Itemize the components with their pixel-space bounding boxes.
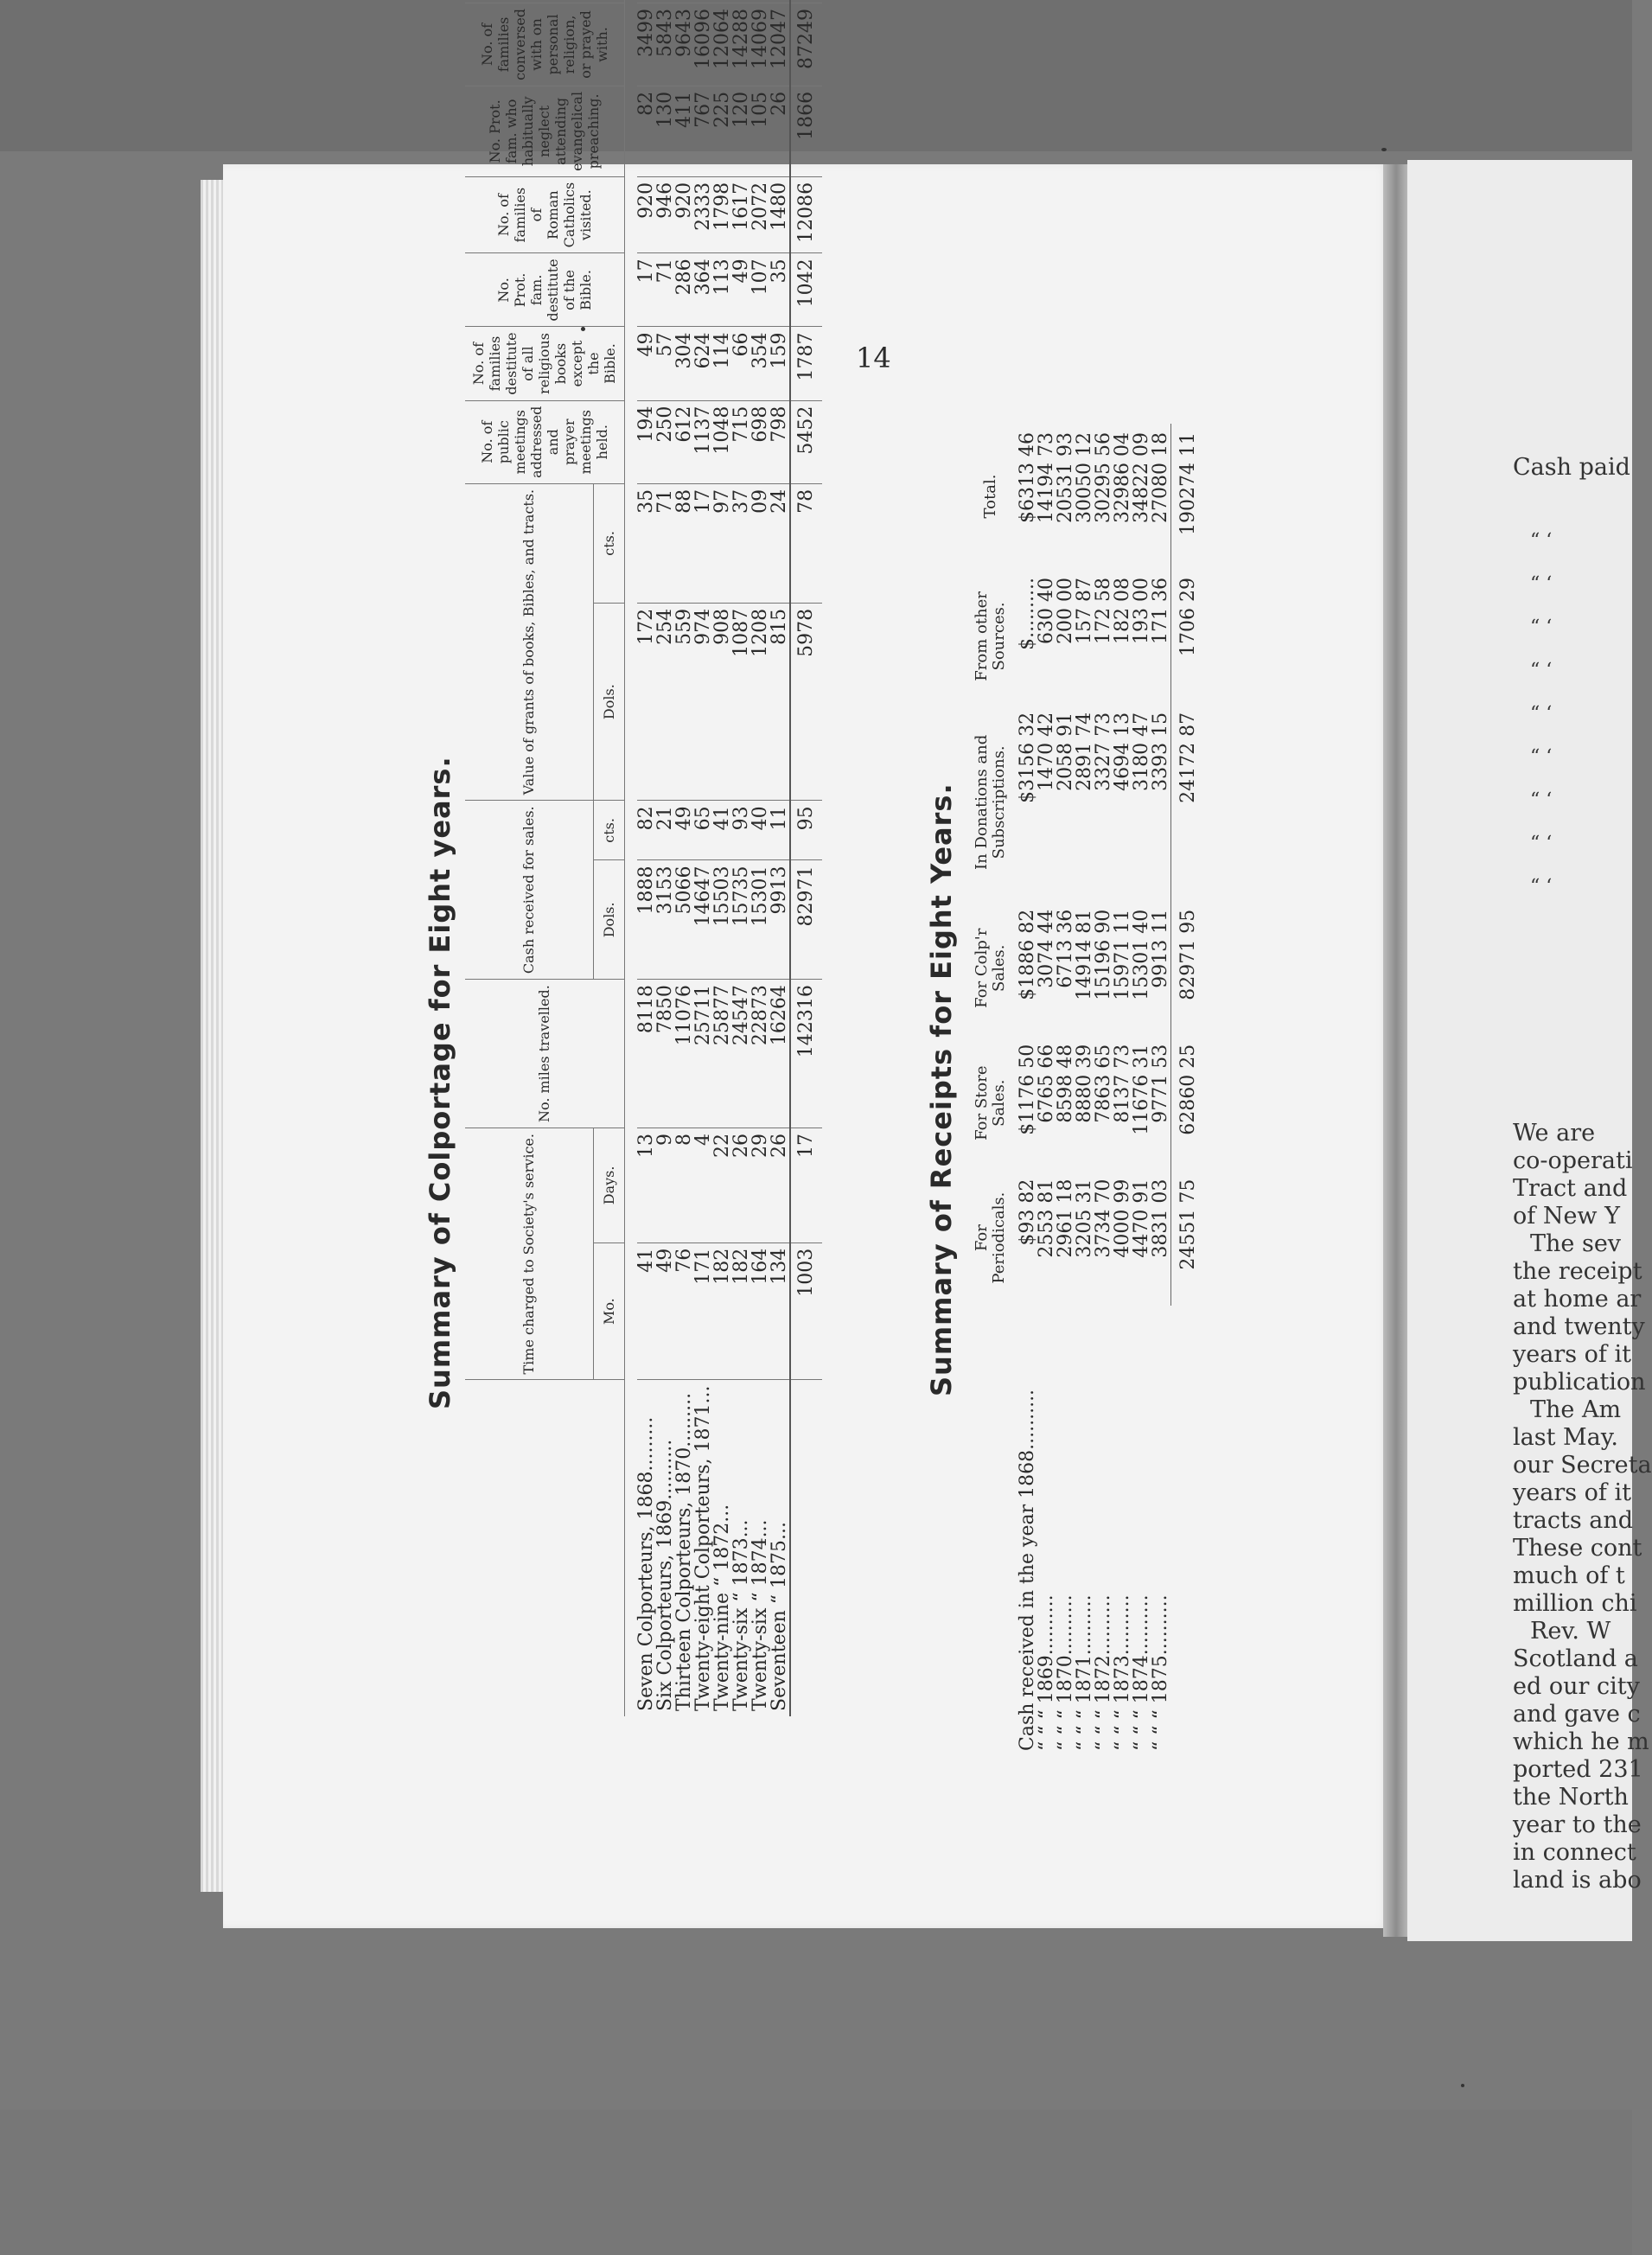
total-label (1171, 1306, 1207, 1760)
colp-header-conversed: No. of families conversed with on personal religion, or prayed with. (465, 3, 624, 86)
cell-conversed: 14069 (751, 3, 770, 86)
table-row (751, 0, 770, 1716)
text-line: much of t (1513, 1562, 1625, 1589)
cell-donations: 3393 15 (1150, 712, 1171, 791)
cell-other: 193 00 (1131, 577, 1152, 644)
cell-prot-bible: 35 (770, 253, 790, 327)
total-cash-dols: 82971 (790, 860, 822, 980)
total-meetings: 5452 (790, 400, 822, 483)
scan-speck (581, 327, 585, 331)
total-row (1171, 424, 1207, 1760)
row-label: Six Colporteurs, 1869.......... (656, 1380, 675, 1716)
cell-mo: 49 (656, 1242, 675, 1380)
cell-prot-bible: 49 (732, 253, 751, 327)
text-line: The sev (1530, 1230, 1622, 1257)
cell-prot-bible: 113 (713, 253, 732, 327)
table-row (656, 0, 675, 1716)
colp-header-visits (465, 0, 624, 3)
cell-periodicals: 3831 03 (1150, 1179, 1171, 1258)
cell-total: $6313 46 (1017, 432, 1038, 523)
cell-grant-cts: 97 (713, 483, 732, 603)
cell-donations: 3327 73 (1093, 712, 1114, 791)
scan-speck (1381, 148, 1387, 151)
ditto-mark: “ ‘ (1530, 616, 1553, 638)
page-number: 14 (856, 342, 891, 374)
rec-header-total: Total. (981, 474, 999, 519)
total-other: 1706 29 (1171, 569, 1207, 704)
table-row (1113, 424, 1132, 1760)
text-line: and twenty (1513, 1313, 1645, 1340)
cell-prot-bible: 107 (751, 253, 770, 327)
row-label: “ “ “ 1874.......... (1131, 1594, 1152, 1751)
cell-grant-cts: 17 (694, 483, 713, 603)
cell-prot-bible: 364 (694, 253, 713, 327)
cell-other: 630 40 (1036, 577, 1057, 644)
cell-cash-dols: 5066 (675, 860, 694, 980)
cell-other: $.......... (1017, 577, 1038, 650)
total-store: 62860 25 (1171, 1036, 1207, 1171)
cell-destitute: 354 (751, 327, 770, 400)
rec-header-periodicals: For Periodicals. (973, 1191, 1008, 1284)
cell-days: 9 (656, 1128, 675, 1243)
colp-header-value: Value of grants of books, Bibles, and tracts. (465, 483, 593, 801)
cell-cash-cts: 65 (694, 801, 713, 860)
text-line: years of it (1513, 1341, 1631, 1368)
table-row (694, 0, 713, 1716)
text-line: million chi (1513, 1590, 1637, 1617)
cell-visits (656, 0, 675, 3)
total-grand: 190274 11 (1171, 424, 1207, 569)
cell-mo: 182 (732, 1242, 751, 1380)
row-label: Twenty-six “ 1873... (732, 1380, 751, 1716)
colp-header-meetings: No. of public meetings addressed and prayer meetings held. (465, 400, 624, 483)
ditto-mark: “ ‘ (1530, 833, 1553, 854)
text-line: Rev. W (1530, 1618, 1611, 1645)
cell-destitute: 49 (637, 327, 656, 400)
total-days: 17 (790, 1128, 822, 1243)
cell-visits (732, 0, 751, 3)
cell-visits (694, 0, 713, 3)
colp-header-destitute: No. of families destitute of all religious books except the Bible. (465, 327, 624, 400)
cell-destitute: 304 (675, 327, 694, 400)
text-line: We are (1513, 1120, 1596, 1147)
cell-cash-dols: 9913 (770, 860, 790, 980)
rec-header-blank (963, 1306, 1018, 1760)
text-line: Tract and (1513, 1175, 1628, 1202)
colp-header-miles: No. miles travelled. (465, 980, 624, 1128)
cell-total: 30050 12 (1074, 432, 1095, 523)
table-row (713, 0, 732, 1716)
cell-days: 26 (770, 1128, 790, 1243)
cell-store: 9771 53 (1150, 1044, 1171, 1123)
colportage-table (465, 0, 822, 1716)
table-row (1132, 424, 1151, 1760)
cell-mo: 76 (675, 1242, 694, 1380)
total-grant-dols: 5978 (790, 603, 822, 800)
ditto-mark: “ ‘ (1530, 660, 1553, 681)
table-row (770, 0, 790, 1716)
cell-roman: 1480 (770, 176, 790, 253)
cell-miles: 8118 (637, 980, 656, 1128)
cell-cash-dols: 14647 (694, 860, 713, 980)
cell-roman: 2072 (751, 176, 770, 253)
table-row (1056, 424, 1075, 1760)
total-label (790, 1380, 822, 1716)
cell-mo: 164 (751, 1242, 770, 1380)
cell-grant-dols: 172 (637, 603, 656, 800)
cell-other: 200 00 (1055, 577, 1076, 644)
text-line: year to the (1513, 1811, 1642, 1838)
text-line: last May. (1513, 1424, 1619, 1451)
cell-mo: 41 (637, 1242, 656, 1380)
cell-meetings: 250 (656, 400, 675, 483)
rec-header-donations: In Donations and Subscriptions. (973, 734, 1008, 870)
cell-days: 26 (732, 1128, 751, 1243)
cell-conversed: 3499 (637, 3, 656, 86)
cell-grant-cts: 35 (637, 483, 656, 603)
cell-destitute: 624 (694, 327, 713, 400)
cell-days: 22 (713, 1128, 732, 1243)
text-line: The Am (1530, 1396, 1622, 1423)
cell-neglect: 105 (751, 86, 770, 176)
row-label: “ “ “ 1869.......... (1036, 1594, 1057, 1751)
text-line: Scotland a (1513, 1645, 1638, 1672)
row-label: Twenty-eight Colporteurs, 1871... (694, 1380, 713, 1716)
row-label: “ “ “ 1872.......... (1093, 1594, 1114, 1751)
cell-destitute: 66 (732, 327, 751, 400)
total-miles: 142316 (790, 980, 822, 1128)
cell-miles: 11076 (675, 980, 694, 1128)
cell-meetings: 1137 (694, 400, 713, 483)
table-row (1151, 424, 1171, 1760)
cell-meetings: 612 (675, 400, 694, 483)
cell-cash-dols: 15301 (751, 860, 770, 980)
cell-cash-dols: 15503 (713, 860, 732, 980)
cell-periodicals: 4000 99 (1112, 1179, 1133, 1258)
cell-neglect: 26 (770, 86, 790, 176)
cell-miles: 16264 (770, 980, 790, 1128)
cell-conversed: 9643 (675, 3, 694, 86)
cell-colpr: 3074 44 (1036, 909, 1057, 988)
cell-periodicals: 3205 31 (1074, 1179, 1095, 1258)
cell-cash-cts: 41 (713, 801, 732, 860)
cell-neglect: 130 (656, 86, 675, 176)
cell-colpr: 9913 11 (1150, 909, 1171, 988)
cell-store: 8880 39 (1074, 1044, 1095, 1123)
cash-paid-text: Cash paid (1513, 454, 1630, 481)
total-neglect: 1866 (790, 86, 822, 176)
cell-grant-dols: 1087 (732, 603, 751, 800)
total-prot-bible: 1042 (790, 253, 822, 327)
total-grant-cts: 78 (790, 483, 822, 603)
cell-roman: 1798 (713, 176, 732, 253)
ditto-mark: “ ‘ (1530, 746, 1553, 768)
cell-cash-cts: 11 (770, 801, 790, 860)
cell-grant-dols: 974 (694, 603, 713, 800)
cell-total: 27080 18 (1150, 432, 1171, 523)
cell-days: 13 (637, 1128, 656, 1243)
cell-grant-dols: 254 (656, 603, 675, 800)
text-line: which he m (1513, 1728, 1649, 1755)
cell-other: 157 87 (1074, 577, 1095, 644)
cell-conversed: 5843 (656, 3, 675, 86)
total-destitute: 1787 (790, 327, 822, 400)
cell-grant-cts: 71 (656, 483, 675, 603)
cell-mo: 134 (770, 1242, 790, 1380)
row-label: “ “ “ 1870.......... (1055, 1594, 1076, 1751)
cell-neglect: 767 (694, 86, 713, 176)
ditto-mark: “ ‘ (1530, 789, 1553, 811)
colp-header-mo: Mo. (593, 1242, 624, 1380)
cell-mo: 182 (713, 1242, 732, 1380)
rec-header-other: From other Sources. (973, 591, 1008, 681)
cell-grant-cts: 09 (751, 483, 770, 603)
cell-visits (751, 0, 770, 3)
ditto-mark: “ ‘ (1530, 703, 1553, 725)
text-line: and gave c (1513, 1701, 1641, 1728)
cell-periodicals: 3734 70 (1093, 1179, 1114, 1258)
text-line: our Secreta (1513, 1452, 1652, 1479)
colp-header-roman: No. of families of Roman Catholics visited. (465, 176, 624, 253)
cell-donations: 2058 91 (1055, 712, 1076, 791)
cell-grant-cts: 24 (770, 483, 790, 603)
table-row (1018, 424, 1037, 1760)
cell-roman: 1617 (732, 176, 751, 253)
text-line: These cont (1513, 1535, 1642, 1562)
total-roman: 12086 (790, 176, 822, 253)
total-donations: 24172 87 (1171, 704, 1207, 901)
cell-store: 11676 31 (1131, 1044, 1152, 1135)
cell-other: 182 08 (1112, 577, 1133, 644)
cell-conversed: 12064 (713, 3, 732, 86)
colp-header-prot-bible: No. Prot. fam. destitute of the Bible. (465, 253, 624, 327)
cell-grant-dols: 908 (713, 603, 732, 800)
total-colpr: 82971 95 (1171, 901, 1207, 1036)
cell-grant-cts: 37 (732, 483, 751, 603)
total-cash-cts: 95 (790, 801, 822, 860)
cell-grant-dols: 815 (770, 603, 790, 800)
cell-cash-dols: 3153 (656, 860, 675, 980)
colp-header-neglect: No. Prot. fam. who habitually neglect attending evangelical preaching. (465, 86, 624, 176)
text-line: ed our city (1513, 1673, 1640, 1700)
cell-donations: 1470 42 (1036, 712, 1057, 791)
row-label: Seven Colporteurs, 1868......... (637, 1380, 656, 1716)
total-row (790, 0, 822, 1716)
cell-store: 7863 65 (1093, 1044, 1114, 1123)
colp-header-blank (465, 1380, 624, 1716)
text-line: publication (1513, 1369, 1646, 1396)
cell-prot-bible: 17 (637, 253, 656, 327)
cell-roman: 2333 (694, 176, 713, 253)
cell-other: 172 58 (1093, 577, 1114, 644)
cell-meetings: 194 (637, 400, 656, 483)
cell-meetings: 715 (732, 400, 751, 483)
colportage-title: Summary of Colportage for Eight years. (424, 756, 456, 1409)
cell-donations: $3156 32 (1017, 712, 1038, 803)
cell-colpr: $1886 82 (1017, 909, 1038, 1000)
row-label: Seventeen “ 1875... (770, 1380, 790, 1716)
cell-periodicals: $93 82 (1017, 1179, 1038, 1246)
rec-header-colpr: For Colp'r Sales. (973, 928, 1008, 1008)
cell-destitute: 57 (656, 327, 675, 400)
row-label: Thirteen Colporteurs, 1870......... (675, 1380, 694, 1716)
total-conversed: 87249 (790, 3, 822, 86)
cell-donations: 3180 47 (1131, 712, 1152, 791)
cell-roman: 920 (637, 176, 656, 253)
cell-destitute: 159 (770, 327, 790, 400)
cell-meetings: 1048 (713, 400, 732, 483)
cell-total: 20531 93 (1055, 432, 1076, 523)
cell-miles: 7850 (656, 980, 675, 1128)
cell-donations: 2891 74 (1074, 712, 1095, 791)
table-row (1037, 424, 1056, 1760)
cell-donations: 4694 13 (1112, 712, 1133, 791)
row-label: “ “ “ 1875.......... (1150, 1594, 1172, 1751)
table-row (675, 0, 694, 1716)
cell-store: 8598 48 (1055, 1044, 1076, 1123)
cell-neglect: 120 (732, 86, 751, 176)
row-label: Twenty-six “ 1874... (751, 1380, 770, 1716)
cell-days: 8 (675, 1128, 694, 1243)
text-line: years of it (1513, 1479, 1631, 1506)
cell-periodicals: 2961 18 (1055, 1179, 1076, 1258)
cell-neglect: 82 (637, 86, 656, 176)
cell-miles: 24547 (732, 980, 751, 1128)
text-line: land is abo (1513, 1867, 1642, 1894)
cell-meetings: 698 (751, 400, 770, 483)
cell-conversed: 12047 (770, 3, 790, 86)
cell-store: 6765 66 (1036, 1044, 1057, 1123)
cell-prot-bible: 286 (675, 253, 694, 327)
cell-miles: 22873 (751, 980, 770, 1128)
rec-header-store: For Store Sales. (973, 1065, 1008, 1140)
cell-visits (713, 0, 732, 3)
cell-miles: 25711 (694, 980, 713, 1128)
cell-grant-dols: 1208 (751, 603, 770, 800)
receipts-title: Summary of Receipts for Eight Years. (925, 783, 958, 1396)
cell-visits (770, 0, 790, 3)
ditto-mark: “ ‘ (1530, 530, 1553, 552)
cell-cash-cts: 82 (637, 801, 656, 860)
cell-mo: 171 (694, 1242, 713, 1380)
text-line: the North (1513, 1784, 1629, 1811)
cell-roman: 946 (656, 176, 675, 253)
cell-conversed: 14288 (732, 3, 751, 86)
colp-header-dols: Dols. (593, 860, 624, 980)
table-row (637, 0, 656, 1716)
cell-destitute: 114 (713, 327, 732, 400)
cell-cash-cts: 49 (675, 801, 694, 860)
ditto-mark: “ ‘ (1530, 876, 1553, 898)
right-page (1407, 160, 1652, 1941)
background-bottom (0, 2110, 1632, 2255)
cell-periodicals: 2553 81 (1036, 1179, 1057, 1258)
table-row (1094, 424, 1113, 1760)
text-line: at home ar (1513, 1286, 1642, 1313)
row-label: “ “ “ 1871.......... (1074, 1594, 1095, 1751)
row-label: Cash received in the year 1868.......... (1017, 1389, 1038, 1751)
book-gutter (1383, 164, 1409, 1937)
colp-header-cts2: cts. (593, 483, 624, 603)
cell-colpr: 6713 36 (1055, 909, 1076, 988)
table-row (1075, 424, 1094, 1760)
cell-days: 4 (694, 1128, 713, 1243)
receipts-table (963, 424, 1206, 1760)
cell-cash-cts: 93 (732, 801, 751, 860)
cell-neglect: 411 (675, 86, 694, 176)
cell-grant-dols: 559 (675, 603, 694, 800)
cell-visits (637, 0, 656, 3)
cell-colpr: 15196 90 (1093, 909, 1114, 1000)
text-line: tracts and (1513, 1507, 1634, 1534)
scan-speck (1461, 2084, 1464, 2087)
cell-conversed: 16096 (694, 3, 713, 86)
cell-meetings: 798 (770, 400, 790, 483)
cell-total: 14194 73 (1036, 432, 1057, 523)
cell-cash-dols: 15735 (732, 860, 751, 980)
ditto-mark: “ ‘ (1530, 573, 1553, 595)
table-row (732, 0, 751, 1716)
colp-header-days: Days. (593, 1128, 624, 1243)
colp-header-dols2: Dols. (593, 603, 624, 800)
cell-colpr: 15971 11 (1112, 909, 1133, 1000)
text-line: ported 231 (1513, 1756, 1643, 1783)
total-periodicals: 24551 75 (1171, 1171, 1207, 1306)
cell-cash-dols: 1888 (637, 860, 656, 980)
cell-total: 34822 09 (1131, 432, 1152, 523)
cell-roman: 920 (675, 176, 694, 253)
cell-store: 8137 73 (1112, 1044, 1133, 1123)
cell-other: 171 36 (1150, 577, 1171, 644)
cell-cash-cts: 21 (656, 801, 675, 860)
cell-periodicals: 4470 91 (1131, 1179, 1152, 1258)
cell-prot-bible: 71 (656, 253, 675, 327)
cell-visits (675, 0, 694, 3)
text-line: of New Y (1513, 1203, 1620, 1230)
cell-colpr: 14914 81 (1074, 909, 1095, 1000)
text-line: in connect (1513, 1839, 1636, 1866)
row-label: “ “ “ 1873.......... (1112, 1594, 1133, 1751)
text-line: co-operati (1513, 1147, 1633, 1174)
colp-header-cts: cts. (593, 801, 624, 860)
cell-neglect: 225 (713, 86, 732, 176)
row-label: Twenty-nine “ 1872... (713, 1380, 732, 1716)
cell-total: 30295 56 (1093, 432, 1114, 523)
colp-header-cash: Cash received for sales. (465, 801, 593, 980)
cell-days: 29 (751, 1128, 770, 1243)
cell-total: 32986 04 (1112, 432, 1133, 523)
cell-miles: 25877 (713, 980, 732, 1128)
total-mo: 1003 (790, 1242, 822, 1380)
text-line: the receipt (1513, 1258, 1642, 1285)
colp-header-time: Time charged to Society's service. (465, 1128, 593, 1380)
cell-grant-cts: 88 (675, 483, 694, 603)
cell-colpr: 15301 40 (1131, 909, 1152, 1000)
cell-store: $1176 50 (1017, 1044, 1038, 1135)
cell-cash-cts: 40 (751, 801, 770, 860)
total-visits (790, 0, 822, 3)
